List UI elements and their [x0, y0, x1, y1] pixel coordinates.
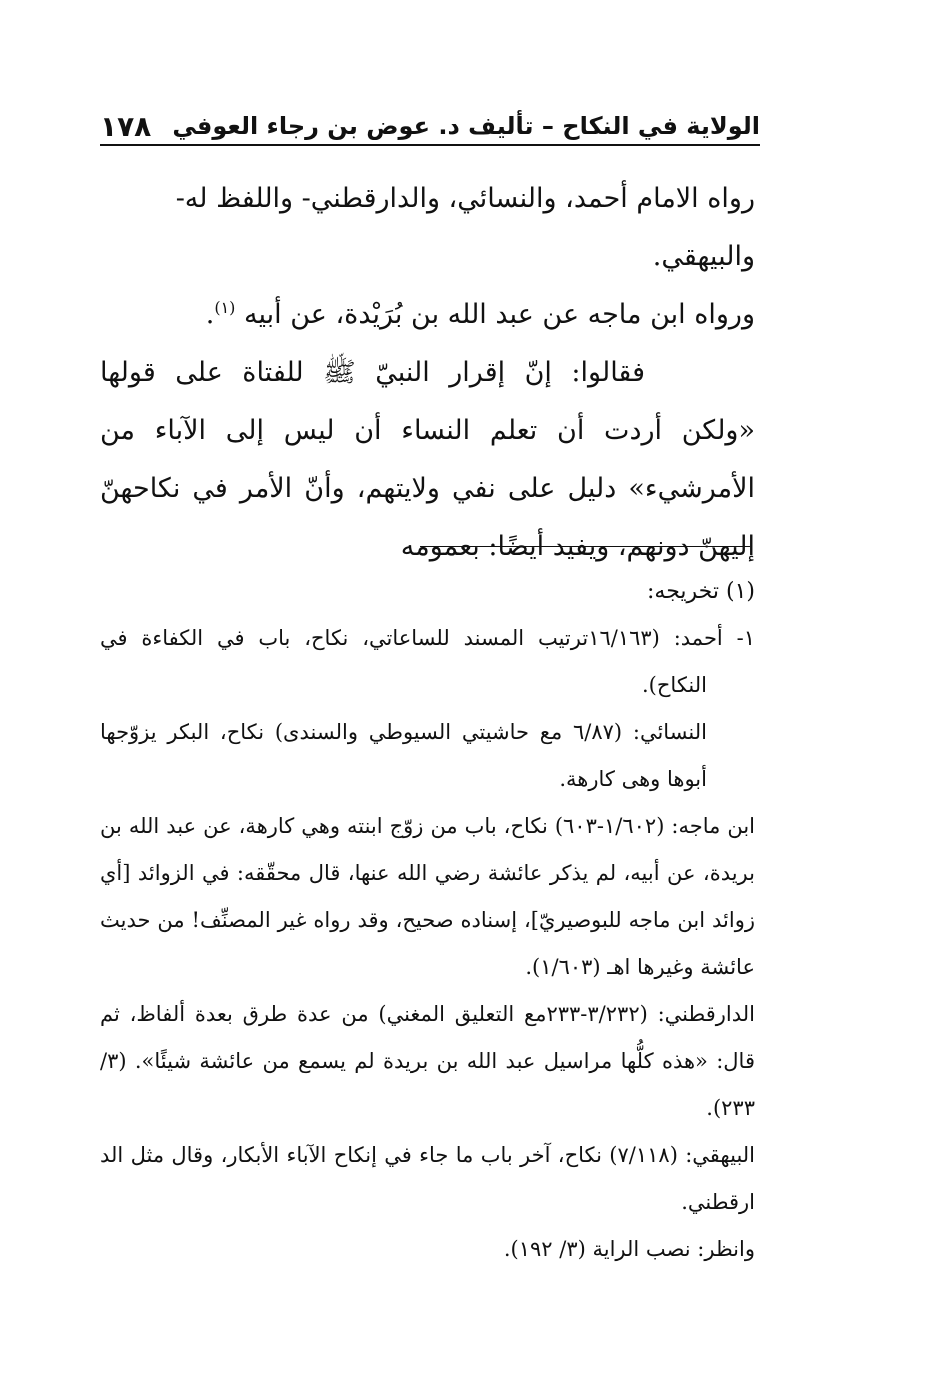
footnote-item-ibn-majah: ابن ماجه: (١/٦٠٢-٦٠٣) نكاح، باب من زوّج ابنته وهي كارهة، عن عبد الله بن بريدة، عن أبيه، لم يذكر عائشة رضي الله عنها، قال محقّقه: في الزوائد [أي زوائد ابن ماجه للبوصيريّ]، إسناده صحيح، وقد رواه غير المصنِّف! من حديث عائشة وغيرها اهـ (١/٦٠٣). [100, 814, 755, 979]
footnotes [100, 568, 755, 1273]
footnote-separator [420, 546, 750, 547]
footnote-item-ahmad: ١- أحمد: (١٦/١٦٣ترتيب المسند للساعاتي، نكاح، باب في الكفاءة في النكاح). [100, 626, 755, 697]
body-paragraph-2-text: ورواه ابن ماجه عن عبد الله بن بُرَيْدة، عن أبيه [244, 299, 755, 330]
body-paragraph-1: رواه الامام أحمد، والنسائي، والدارقطني- واللفظ له- والبيهقي. [175, 183, 755, 272]
footnote-item-nasai: النسائي: (٦/٨٧ مع حاشيتي السيوطي والسندى) نكاح، البكر يزوّجها أبوها وهى كارهة. [100, 720, 707, 791]
body-paragraph-2-end: . [205, 299, 215, 330]
book-title: الولاية في النكاح – تأليف د. عوض بن رجاء العوفي [172, 112, 760, 140]
footnote-item-daraqutni: الدارقطني: (٣/٢٣٢-٢٣٣مع التعليق المغني) من عدة طرق بعدة ألفاظ، ثم قال: «هذه كلُّها مراسيل عبد الله بن بريدة لم يسمع من عائشة شيئًا». (٣/ ٢٣٣). [100, 1002, 756, 1120]
footnote-reference: (١) [214, 298, 236, 317]
body-paragraph-2 [100, 286, 755, 344]
page-number: ١٧٨ [100, 110, 152, 143]
footnote-item-bayhaqi: البيهقي: (٧/١١٨) نكاح، آخر باب ما جاء في إنكاح الآباء الأبكار، وقال مثل الد ارقطني. [100, 1143, 756, 1214]
running-header [100, 108, 760, 144]
main-text [100, 170, 755, 576]
footnote-closing: وانظر: نصب الراية (٣/ ١٩٢). [503, 1237, 755, 1261]
header-rule [100, 144, 760, 146]
footnote-heading: (١) تخريجه: [647, 579, 755, 604]
body-paragraph-3: فقالوا: إنّ إقرار النبيّ ﷺ للفتاة على قولها «ولكن أردت أن تعلم النساء أن ليس إلى الآباء من الأمرشيء» دليل على نفي ولايتهم، وأنّ الأمر في نكاحهنّ إليهنّ دونهم، ويفيد أيضًا: بعمومه [100, 357, 755, 562]
